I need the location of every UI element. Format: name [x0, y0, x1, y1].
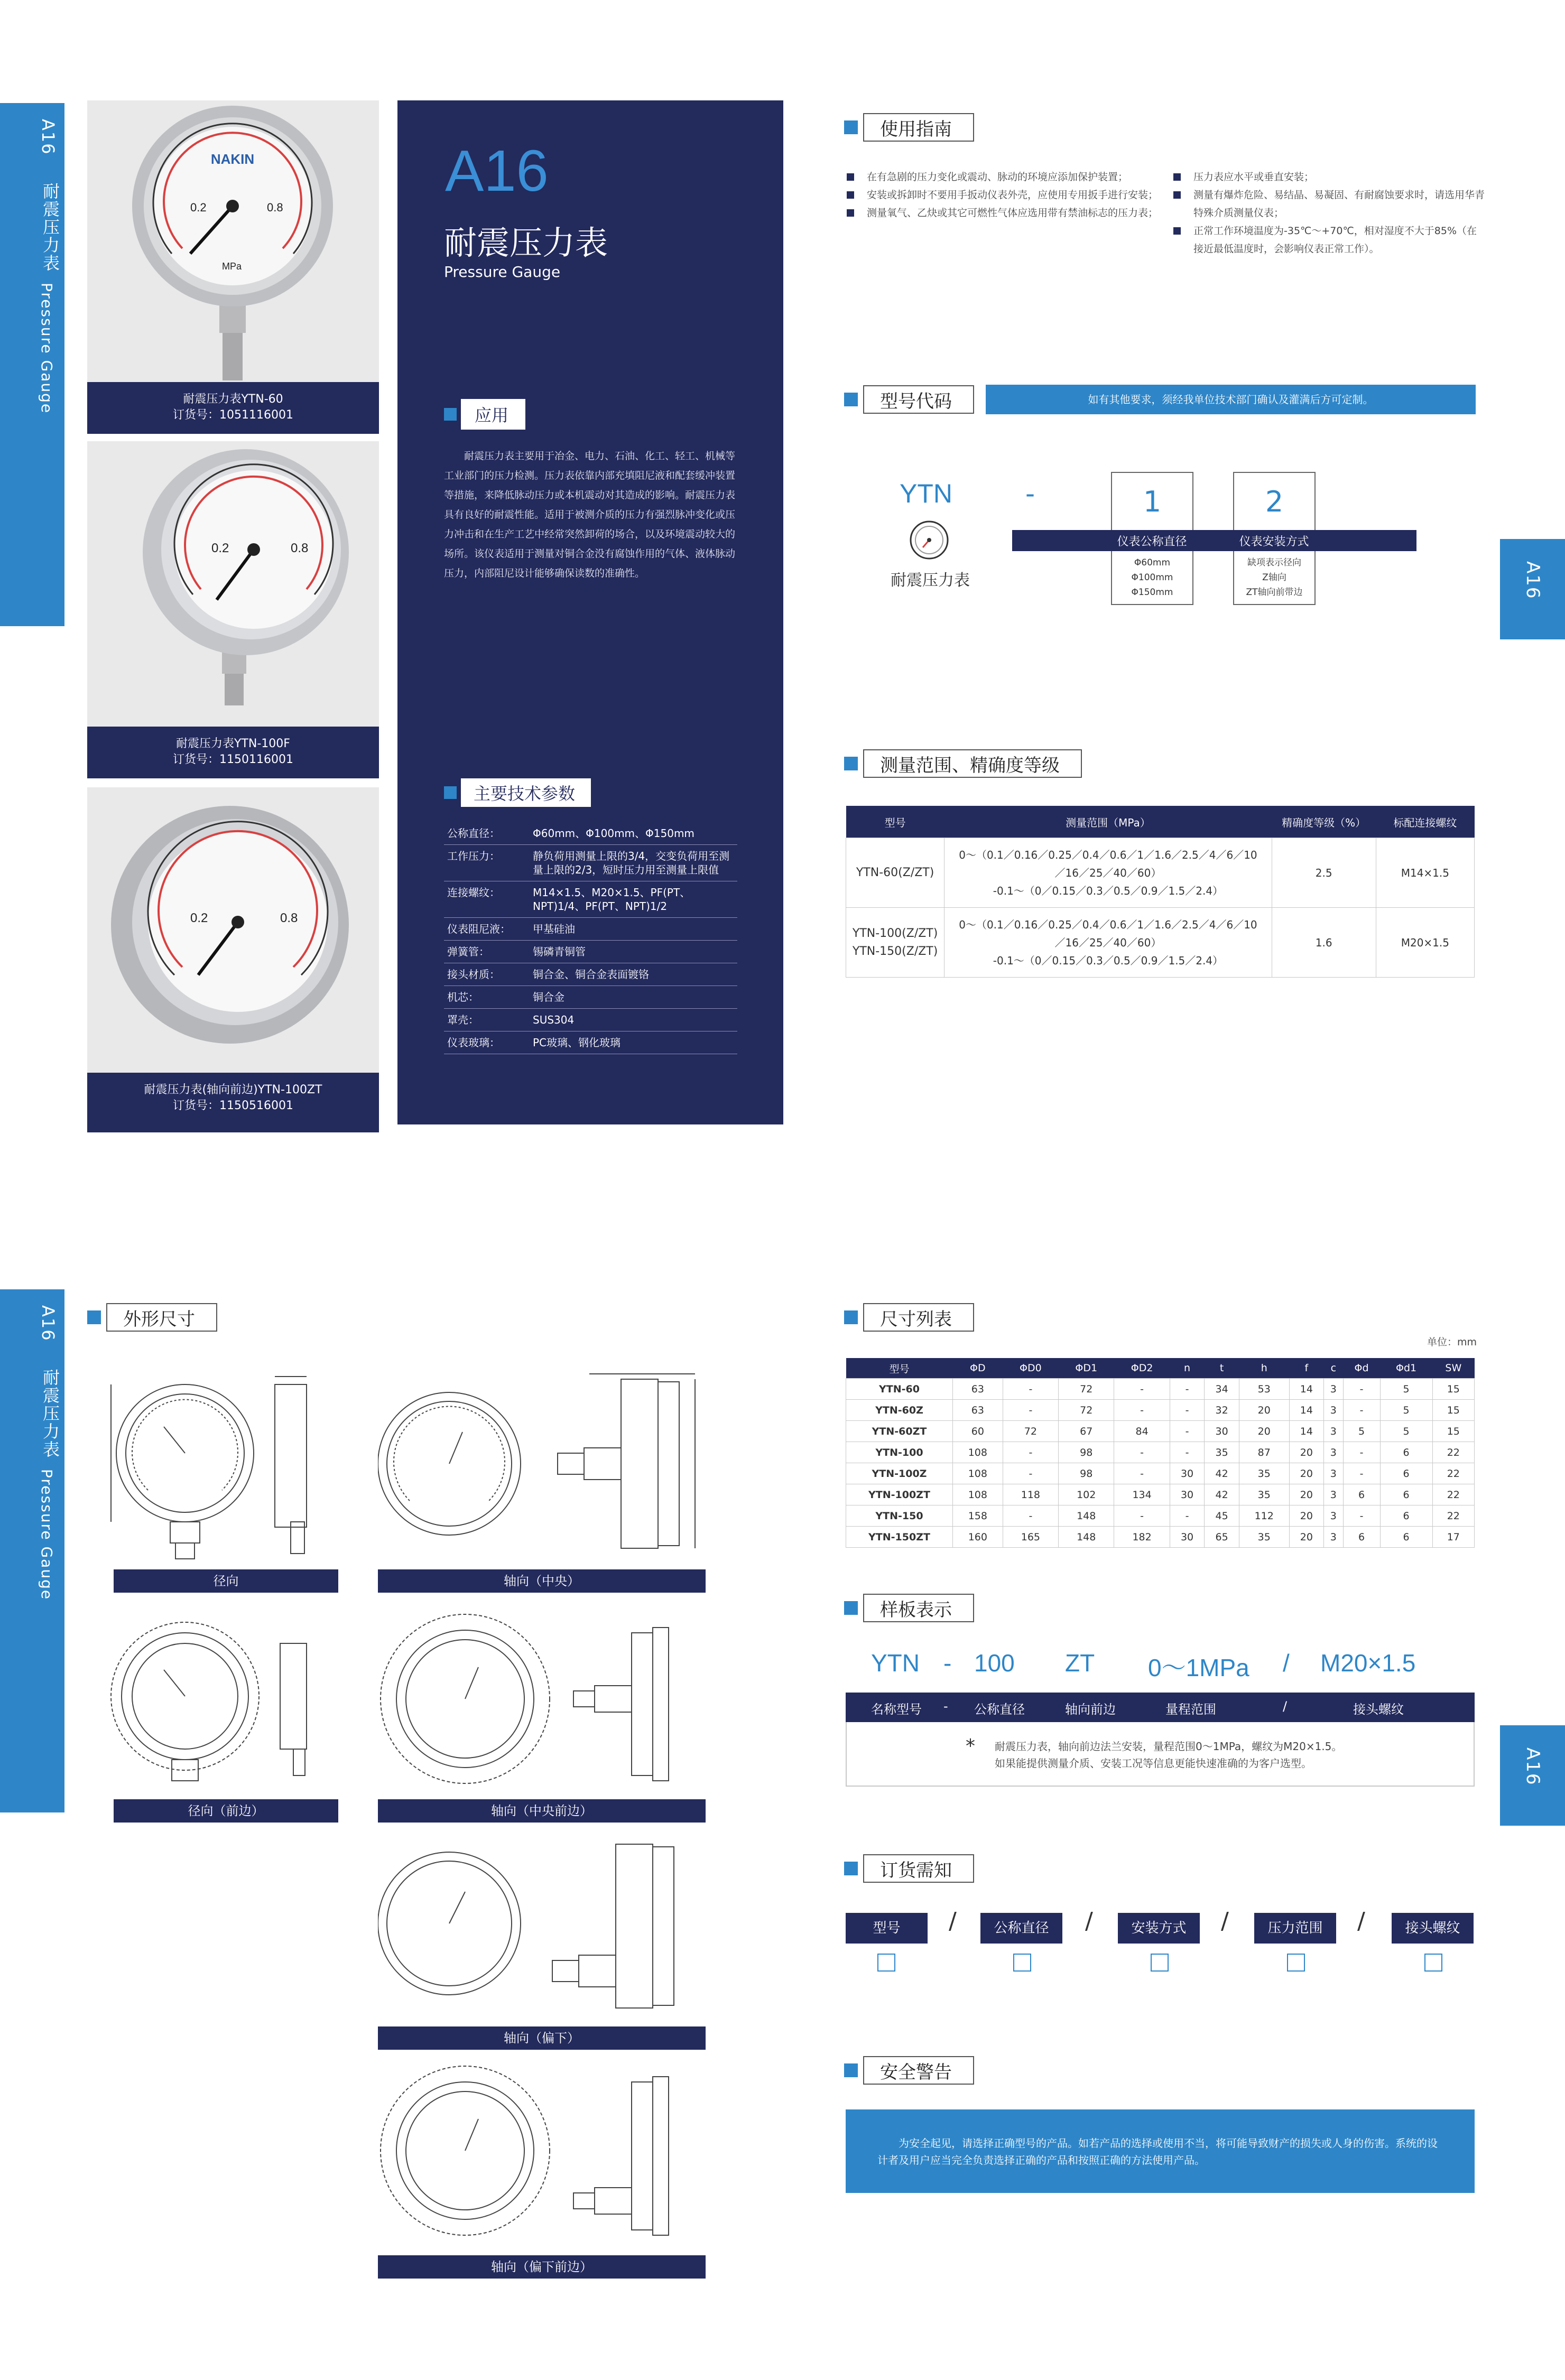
- gauge-image: [87, 441, 379, 727]
- side-tab-code: A16: [38, 1305, 58, 1342]
- application-text: 耐震压力表主要用于冶金、电力、石油、化工、轻工、机械等工业部门的压力检测。压力表依靠内部充填阻尼液和配套缓冲装置等措施，来降低脉动压力或本机震动对其造成的影响。耐震压力表具有良好的耐震性能。适用于被测介质的压力有强烈脉冲变化或压力冲击和在生产工艺中经常突然卸荷的场合，以及环境震动较大的场所。该仪表适用于测量对铜合金没有腐蚀作用的气体、液体脉动压力，内部阻尼设计能够确保读数的准确性。: [444, 450, 736, 579]
- model-prefix-label: 耐震压力表: [891, 571, 970, 590]
- model-option: Z轴向: [1262, 572, 1286, 583]
- safety-header: 安全警告: [844, 2056, 1476, 2085]
- side-tab-cn: 耐震压力表: [40, 182, 60, 272]
- order-item-thread: 接头螺纹: [1392, 1913, 1474, 1944]
- column-header: ΦD: [953, 1358, 1003, 1379]
- table-row: YTN-100(Z/ZT) YTN-150(Z/ZT) 0～（0.1／0.16／0.25／0.4／0.6／1／1.6／2.5／4／6／10／16／25／40／60） -0.1～（0／0.15／0.3／0.5／0.9／1.5／2.4） 1.6 M20×1.5: [846, 908, 1475, 978]
- application-header: 应用: [444, 399, 525, 430]
- column-header: h: [1239, 1358, 1289, 1379]
- product-caption-ytn100zt: 耐震压力表(轴向前边)YTN-100ZT 订货号：1150516001: [87, 1073, 379, 1132]
- usage-item: 测量有爆炸危险、易结晶、易凝固、有耐腐蚀要求时，请选用华青特殊介质测量仪表；: [1173, 186, 1485, 222]
- side-tab-en: Pressure Gauge: [38, 1469, 55, 1601]
- checkbox-icon[interactable]: [1151, 1954, 1169, 1972]
- product-photo-ytn100zt: [87, 787, 379, 1073]
- svg-text:NAKIN: NAKIN: [210, 151, 255, 167]
- hero-code: A16: [445, 138, 549, 203]
- model-dash: -: [1025, 478, 1035, 509]
- table-row: YTN-100ZT 108 118 102 134 30 42 35 20 3 6 6 22: [846, 1484, 1475, 1505]
- column-header: ΦD0: [1003, 1358, 1058, 1379]
- table-row: YTN-60 63 - 72 - - 34 53 14 3 - 5 15: [846, 1379, 1475, 1400]
- model-box-2: 2: [1233, 472, 1316, 532]
- column-header: f: [1289, 1358, 1324, 1379]
- order-item-mounting: 安装方式: [1118, 1913, 1200, 1944]
- param-row: 罩壳： SUS304: [444, 1009, 737, 1031]
- model-options-2: [1233, 551, 1316, 605]
- product-caption-ytn100f: 耐震压力表YTN-100F 订货号：1150116001: [87, 727, 379, 778]
- param-row: 仪表阻尼液： 甲基硅油: [444, 918, 737, 941]
- gauge-image: [87, 100, 379, 382]
- table-row: YTN-60Z 63 - 72 - - 32 20 14 3 - 5 15: [846, 1400, 1475, 1421]
- table-row: YTN-100Z 108 - 98 - 30 42 35 20 3 - 6 22: [846, 1463, 1475, 1484]
- column-header: Φd1: [1380, 1358, 1432, 1379]
- outline-label-axial-center: 轴向（中央）: [378, 1569, 706, 1593]
- usage-item: 压力表应水平或垂直安装；: [1173, 168, 1485, 186]
- checkbox-icon[interactable]: [877, 1954, 895, 1972]
- dims-table: [846, 1358, 1475, 1548]
- table-row: YTN-150 158 - 148 - - 45 112 20 3 - 6 22: [846, 1505, 1475, 1527]
- usage-list-right: [1173, 168, 1485, 258]
- model-option: Φ150mm: [1131, 587, 1173, 598]
- drawing-axial-lower: [378, 1834, 706, 2019]
- range-table: 型号 测量范围（MPa） 精确度等级（%） 标配连接螺纹 YTN-60(Z/ZT) 0～（0.1／0.16／0.25／0.4／0.6／1／1.6／2.5／4／6／10／16／25／40／60） -0.1～（0／0.15／0.3／0.5／0.9／1.5／2.4） 2.5 M14×1.5 YTN-100(Z/ZT) YTN-150(Z/ZT) 0～（0.1／0.16／0.25／0.4／0.6／1／1.6／2.5／4／6／10／16／25／40／60） -0.1～（0／0.15／0.3／0.5／0.9／1.5／2.4） 1.6 M20×1.5: [846, 806, 1475, 978]
- gauge-image: [87, 787, 379, 1073]
- model-code-note: 如有其他要求，须经我单位技术部门确认及灌满后方可定制。: [986, 385, 1476, 414]
- order-item-diameter: 公称直径: [980, 1913, 1062, 1944]
- outline-label-axial-lower: 轴向（偏下）: [378, 2026, 706, 2050]
- table-row: YTN-100 108 - 98 - - 35 87 20 3 - 6 22: [846, 1442, 1475, 1463]
- sample-parts: YTN - 100 ZT 0～1MPa / M20×1.5: [871, 1649, 1416, 1681]
- drawing-radial: [106, 1369, 338, 1564]
- side-tab-right-bottom: A16: [1500, 1725, 1565, 1826]
- table-row: YTN-60(Z/ZT) 0～（0.1／0.16／0.25／0.4／0.6／1／1.6／2.5／4／6／10／16／25／40／60） -0.1～（0／0.15／0.3／0.5／0.9／1.5／2.4） 2.5 M14×1.5: [846, 838, 1475, 908]
- column-header: n: [1170, 1358, 1205, 1379]
- sample-label-bar: 名称型号 - 公称直径 轴向前边 量程范围 / 接头螺纹: [846, 1693, 1475, 1722]
- side-tab-en: Pressure Gauge: [38, 283, 55, 414]
- drawing-radial-flange: [106, 1617, 338, 1791]
- param-row: 连接螺纹： M14×1.5、M20×1.5、PF(PT、NPT)1/4、PF(PT、NPT)1/2: [444, 881, 737, 918]
- model-bar-label-1: 仪表公称直径: [1117, 535, 1187, 548]
- model-options-1: [1111, 551, 1193, 605]
- gauge-icon: [908, 519, 950, 561]
- column-header: t: [1205, 1358, 1239, 1379]
- sample-note-box: * 耐震压力表，轴向前边法兰安装，量程范围0～1MPa，螺纹为M20×1.5。 如果能提供测量介质、安装工况等信息更能快速准确的为客户选型。: [846, 1722, 1475, 1787]
- model-code-header: 型号代码 如有其他要求，须经我单位技术部门确认及灌满后方可定制。: [844, 385, 1476, 414]
- outline-label-axial-lower-flange: 轴向（偏下前边）: [378, 2255, 706, 2279]
- model-option: Φ100mm: [1131, 572, 1173, 583]
- side-tab-top-left: [0, 103, 64, 626]
- side-tab-cn: 耐震压力表: [40, 1369, 60, 1458]
- svg-text:MPa: MPa: [222, 261, 242, 272]
- outline-header: 外形尺寸: [87, 1303, 700, 1332]
- usage-item: 正常工作环境温度为-35℃～+70℃，相对湿度不大于85%（在接近最低温度时，会影响仪表正常工作）。: [1173, 222, 1485, 258]
- model-bar-label-2: 仪表安装方式: [1239, 535, 1309, 548]
- svg-text:0.8: 0.8: [291, 541, 309, 555]
- product-caption-ytn60: 耐震压力表YTN-60 订货号：1051116001: [87, 382, 379, 434]
- table-row: YTN-150ZT 160 165 148 182 30 65 35 20 3 6 6 17: [846, 1527, 1475, 1548]
- usage-item: 测量氧气、乙炔或其它可燃性气体应选用带有禁油标志的压力表；: [847, 204, 1159, 222]
- column-header: ΦD2: [1114, 1358, 1170, 1379]
- hero-title-cn: 耐震压力表: [444, 224, 608, 262]
- param-row: 机芯： 铜合金: [444, 986, 737, 1009]
- params-table: [444, 822, 737, 1054]
- product-photo-ytn60: [87, 100, 379, 382]
- drawing-axial-lower-flange: [378, 2061, 706, 2251]
- hero-title-en: Pressure Gauge: [444, 263, 561, 281]
- order-header: 订货需知: [844, 1854, 1476, 1883]
- column-header: SW: [1432, 1358, 1474, 1379]
- side-tab-bottom-left: [0, 1289, 64, 1812]
- hero-panel: [397, 100, 783, 1124]
- side-tab-code: A16: [38, 119, 58, 155]
- table-row: YTN-60ZT 60 72 67 84 - 30 20 14 3 5 5 15: [846, 1421, 1475, 1442]
- outline-label-radial: 径向: [114, 1569, 338, 1593]
- column-header: Φd: [1343, 1358, 1380, 1379]
- usage-item: 安装或拆卸时不要用手扳动仪表外壳，应使用专用扳手进行安装；: [847, 186, 1159, 204]
- model-bar: [1012, 530, 1416, 551]
- dims-unit: 单位：mm: [1427, 1336, 1477, 1348]
- model-prefix: YTN: [900, 479, 952, 508]
- outline-label-radial-flange: 径向（前边）: [114, 1799, 338, 1823]
- star-icon: *: [966, 1735, 975, 1757]
- model-option: ZT轴向前带边: [1246, 587, 1303, 598]
- order-item-model: 型号: [846, 1913, 928, 1944]
- svg-text:0.8: 0.8: [267, 201, 283, 214]
- order-item-range: 压力范围: [1254, 1913, 1336, 1944]
- dims-header: 尺寸列表: [844, 1303, 1476, 1332]
- model-option: Φ60mm: [1134, 557, 1171, 568]
- svg-text:0.2: 0.2: [190, 911, 208, 925]
- side-tab-right-top: A16: [1500, 539, 1565, 639]
- checkbox-icon[interactable]: [1013, 1954, 1031, 1972]
- sample-header: 样板表示: [844, 1593, 1476, 1623]
- drawing-axial-center-flange: [378, 1612, 706, 1791]
- svg-text:0.8: 0.8: [280, 911, 298, 925]
- column-header: ΦD1: [1059, 1358, 1114, 1379]
- param-row: 弹簧管： 锡磷青铜管: [444, 941, 737, 963]
- params-header: 主要技术参数: [444, 778, 591, 807]
- column-header: 型号: [846, 1358, 953, 1379]
- safety-box: 为安全起见，请选择正确型号的产品。如若产品的选择或使用不当，将可能导致财产的损失或人身的伤害。系统的设计者及用户应当完全负责选择正确的产品和按照正确的方法使用产品。: [846, 2109, 1475, 2193]
- svg-text:0.2: 0.2: [190, 201, 207, 214]
- product-photo-ytn100f: [87, 441, 379, 727]
- usage-item: 在有急剧的压力变化或震动、脉动的环境应添加保护装置；: [847, 168, 1159, 186]
- model-option: 缺项表示径向: [1247, 557, 1301, 568]
- param-row: 仪表玻璃： PC玻璃、钢化玻璃: [444, 1031, 737, 1054]
- range-header: 测量范围、精确度等级: [844, 749, 1476, 778]
- checkbox-icon[interactable]: [1424, 1954, 1442, 1972]
- checkbox-icon[interactable]: [1287, 1954, 1305, 1972]
- svg-text:0.2: 0.2: [211, 541, 229, 555]
- model-box-1: 1: [1111, 472, 1193, 532]
- outline-label-axial-center-flange: 轴向（中央前边）: [378, 1799, 706, 1823]
- usage-header: 使用指南: [844, 113, 1476, 142]
- drawing-axial-center: [378, 1369, 706, 1564]
- param-row: 公称直径： Φ60mm、Φ100mm、Φ150mm: [444, 822, 737, 845]
- param-row: 接头材质： 铜合金、铜合金表面镀铬: [444, 963, 737, 986]
- usage-list-left: [847, 168, 1159, 222]
- param-row: 工作压力： 静负荷用测量上限的3/4，交变负荷用至测量上限的2/3，短时压力用至测量上限值: [444, 845, 737, 881]
- column-header: c: [1324, 1358, 1343, 1379]
